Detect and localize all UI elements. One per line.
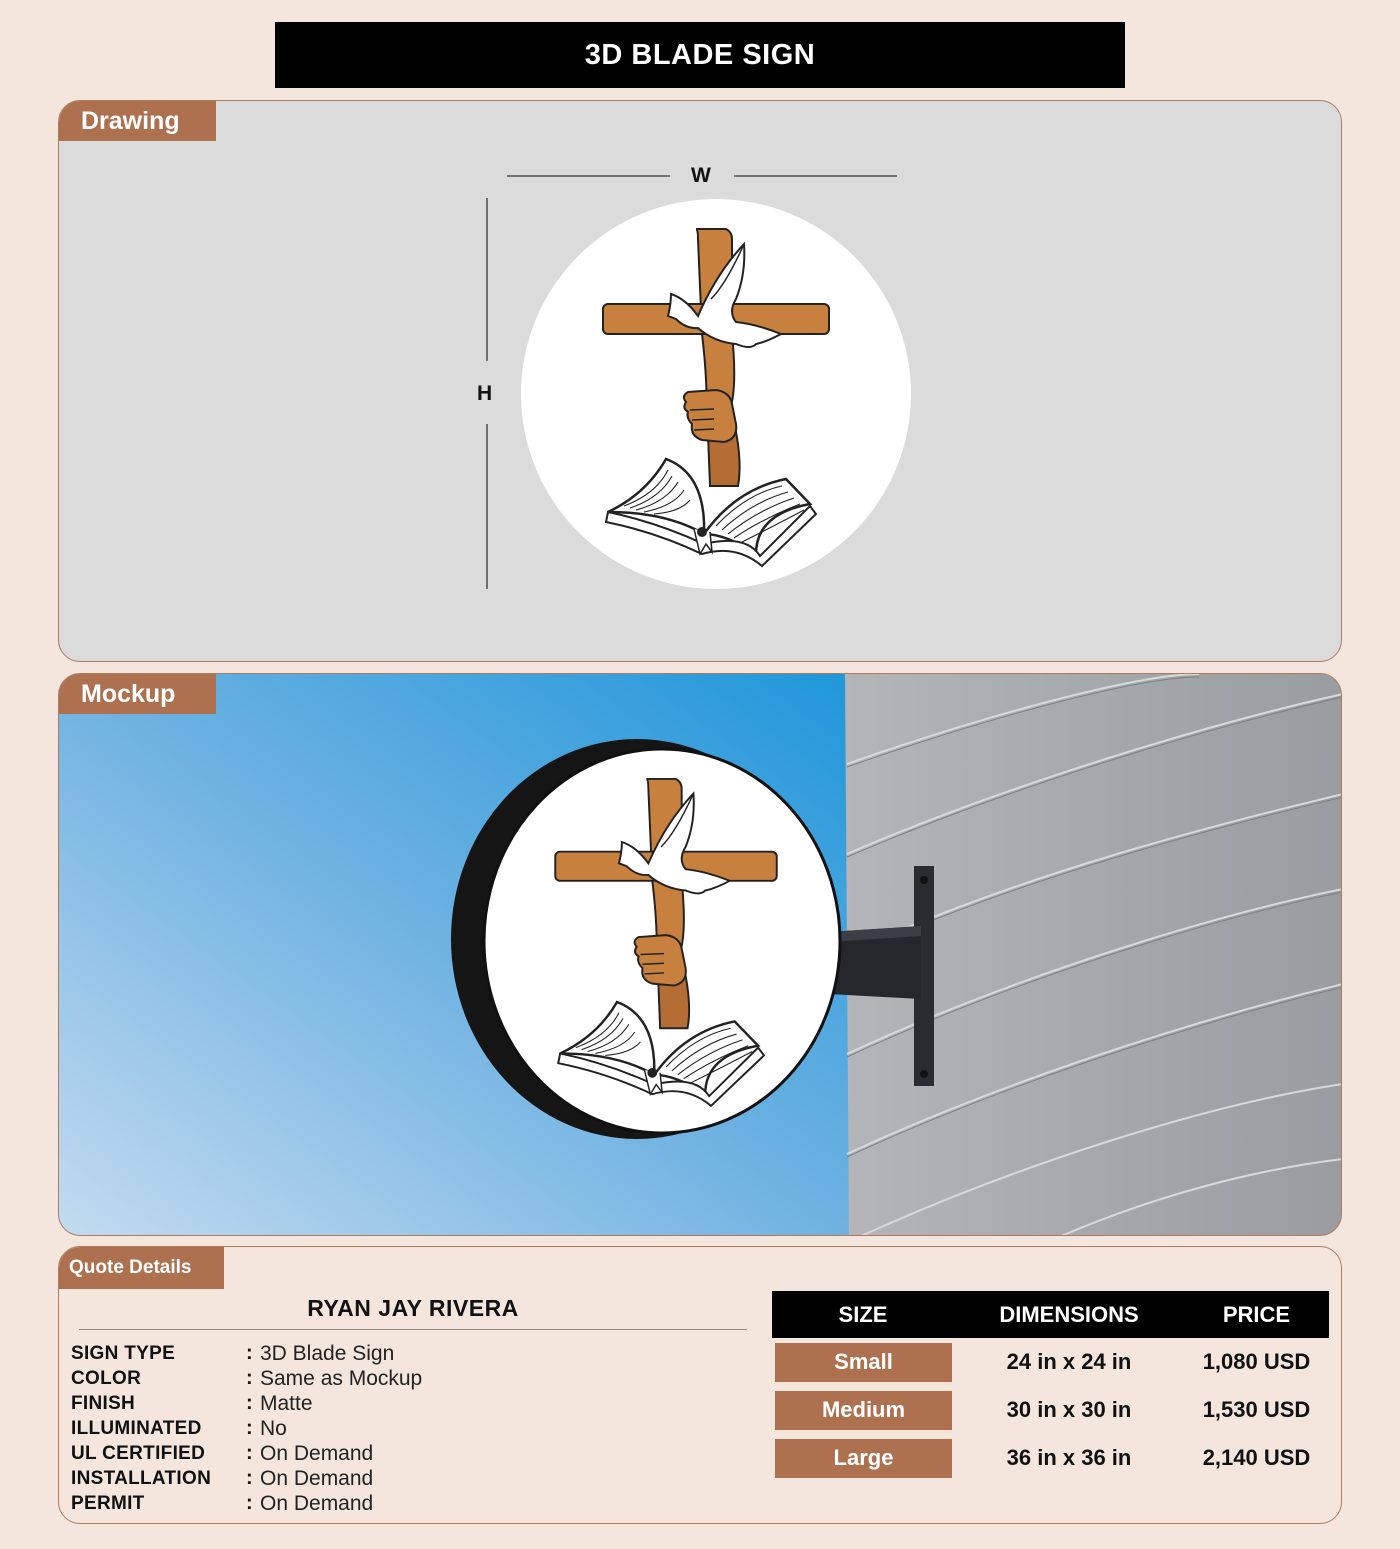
price-cell: 1,530 USD [1202,1397,1311,1422]
spec-key: PERMIT [71,1492,145,1514]
spec-key: UL CERTIFIED [71,1442,206,1464]
width-marker: W [691,164,711,187]
spec-key: FINISH [71,1392,136,1414]
page-title: 3D BLADE SIGN [275,22,1125,88]
spec-row: PERMIT : On Demand [71,1491,374,1515]
spec-row: SIGN TYPE : 3D Blade Sign [71,1341,395,1365]
spec-value: Same as Mockup [260,1366,423,1390]
spec-value: No [260,1416,287,1440]
table-row [772,1338,1329,1386]
dimensions-cell: 24 in x 24 in [1006,1349,1132,1374]
header-dimensions: DIMENSIONS [999,1301,1139,1327]
spec-row: ILLUMINATED : No [71,1416,287,1440]
spec-list [71,1341,422,1516]
spec-row: UL CERTIFIED : On Demand [71,1441,374,1465]
price-cell: 1,080 USD [1202,1349,1311,1374]
spec-value: On Demand [260,1466,374,1490]
header-price: PRICE [1222,1301,1291,1327]
drawing-label: Drawing [59,101,216,141]
price-table [772,1291,1329,1482]
mockup-label: Mockup [59,674,216,714]
client-name: RYAN JAY RIVERA [307,1295,519,1321]
spec-row: COLOR : Same as Mockup [71,1366,423,1390]
table-row [772,1434,1329,1482]
header-size: SIZE [838,1301,888,1327]
dimensions-cell: 36 in x 36 in [1006,1445,1132,1470]
price-cell: 2,140 USD [1202,1445,1311,1470]
spec-row: FINISH : Matte [71,1391,313,1415]
height-marker: H [477,382,493,405]
spec-value: On Demand [260,1441,374,1465]
spec-value: On Demand [260,1491,374,1515]
price-table-header [772,1291,1329,1338]
client-divider [79,1329,747,1330]
spec-value: Matte [260,1391,313,1415]
spec-row: INSTALLATION : On Demand [71,1466,374,1490]
spec-key: SIGN TYPE [71,1342,176,1364]
mockup-panel [58,673,1342,1236]
drawing-panel [58,100,1342,662]
spec-value: 3D Blade Sign [260,1341,395,1365]
size-option-large[interactable]: Large [775,1439,952,1478]
size-option-medium[interactable]: Medium [775,1391,952,1430]
dimensions-cell: 30 in x 30 in [1006,1397,1132,1422]
size-option-small[interactable]: Small [775,1343,952,1382]
quote-panel [58,1246,1342,1524]
quote-label: Quote Details [59,1247,224,1289]
spec-key: INSTALLATION [71,1467,212,1489]
mockup-scene [59,674,1342,1236]
spec-key: COLOR [71,1367,142,1389]
table-row [772,1386,1329,1434]
spec-key: ILLUMINATED [71,1417,202,1439]
